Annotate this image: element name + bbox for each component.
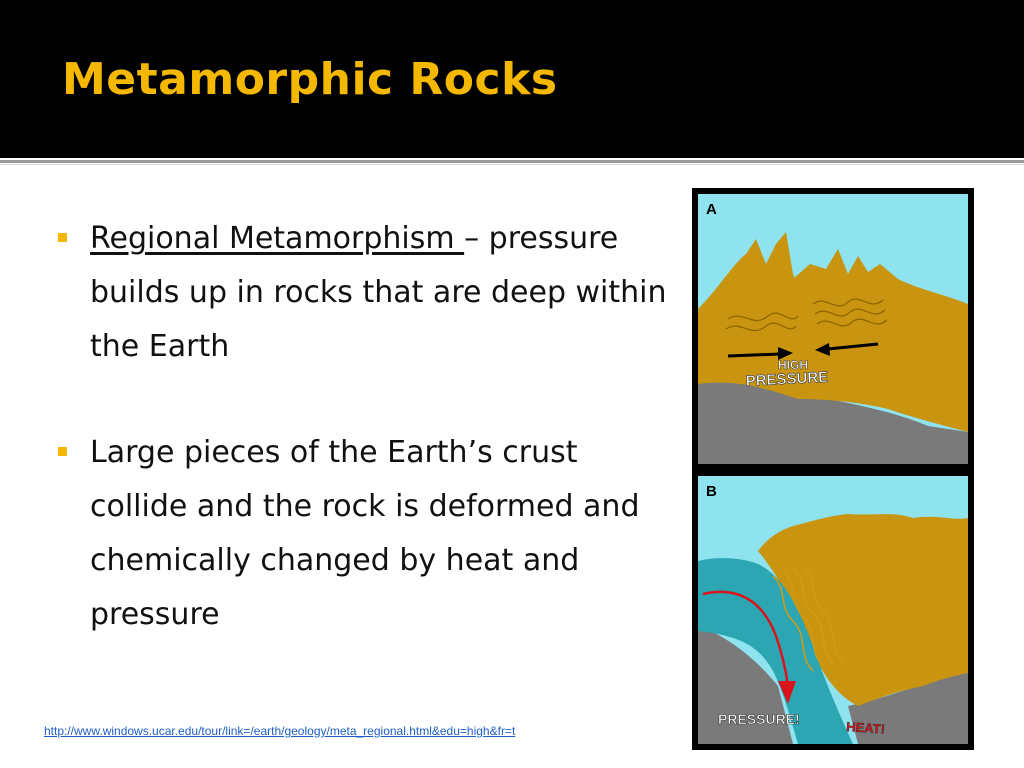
caption-high: HIGH [778,358,808,372]
title-bar [0,0,1024,158]
bullet-marker [58,447,67,456]
caption-heat: HEAT! [845,719,886,737]
caption-pressure-b: PRESSURE! [718,711,800,727]
source-link[interactable]: http://www.windows.ucar.edu/tour/link=/earth/geology/meta_regional.html&edu=high&fr=t [44,724,516,738]
panel-a-illustration [698,194,968,464]
slide-title: Metamorphic Rocks [62,54,558,105]
panel-b-illustration [698,476,968,744]
bullet-list [58,212,668,642]
bullet-text: Large pieces of the Earth’s crust collide and the rock is deformed and chemically changed by heat and pressure [90,435,640,632]
regional-metamorphism-figure [692,188,974,750]
figure-panel-a [698,194,968,464]
bullet-term: Regional Metamorphism [90,221,465,256]
bullet-text: – pressure builds up in rocks that are deep within the Earth [90,221,667,364]
figure-panel-b [698,476,968,744]
bullet-marker [58,233,67,242]
title-divider [0,160,1024,163]
bullet-crust-collision [58,426,668,642]
panel-a-label: A [706,201,717,218]
caption-pressure: PRESSURE [745,368,829,390]
title-divider-light [0,164,1024,165]
bullet-regional-metamorphism [58,212,668,374]
panel-b-label: B [706,483,717,500]
